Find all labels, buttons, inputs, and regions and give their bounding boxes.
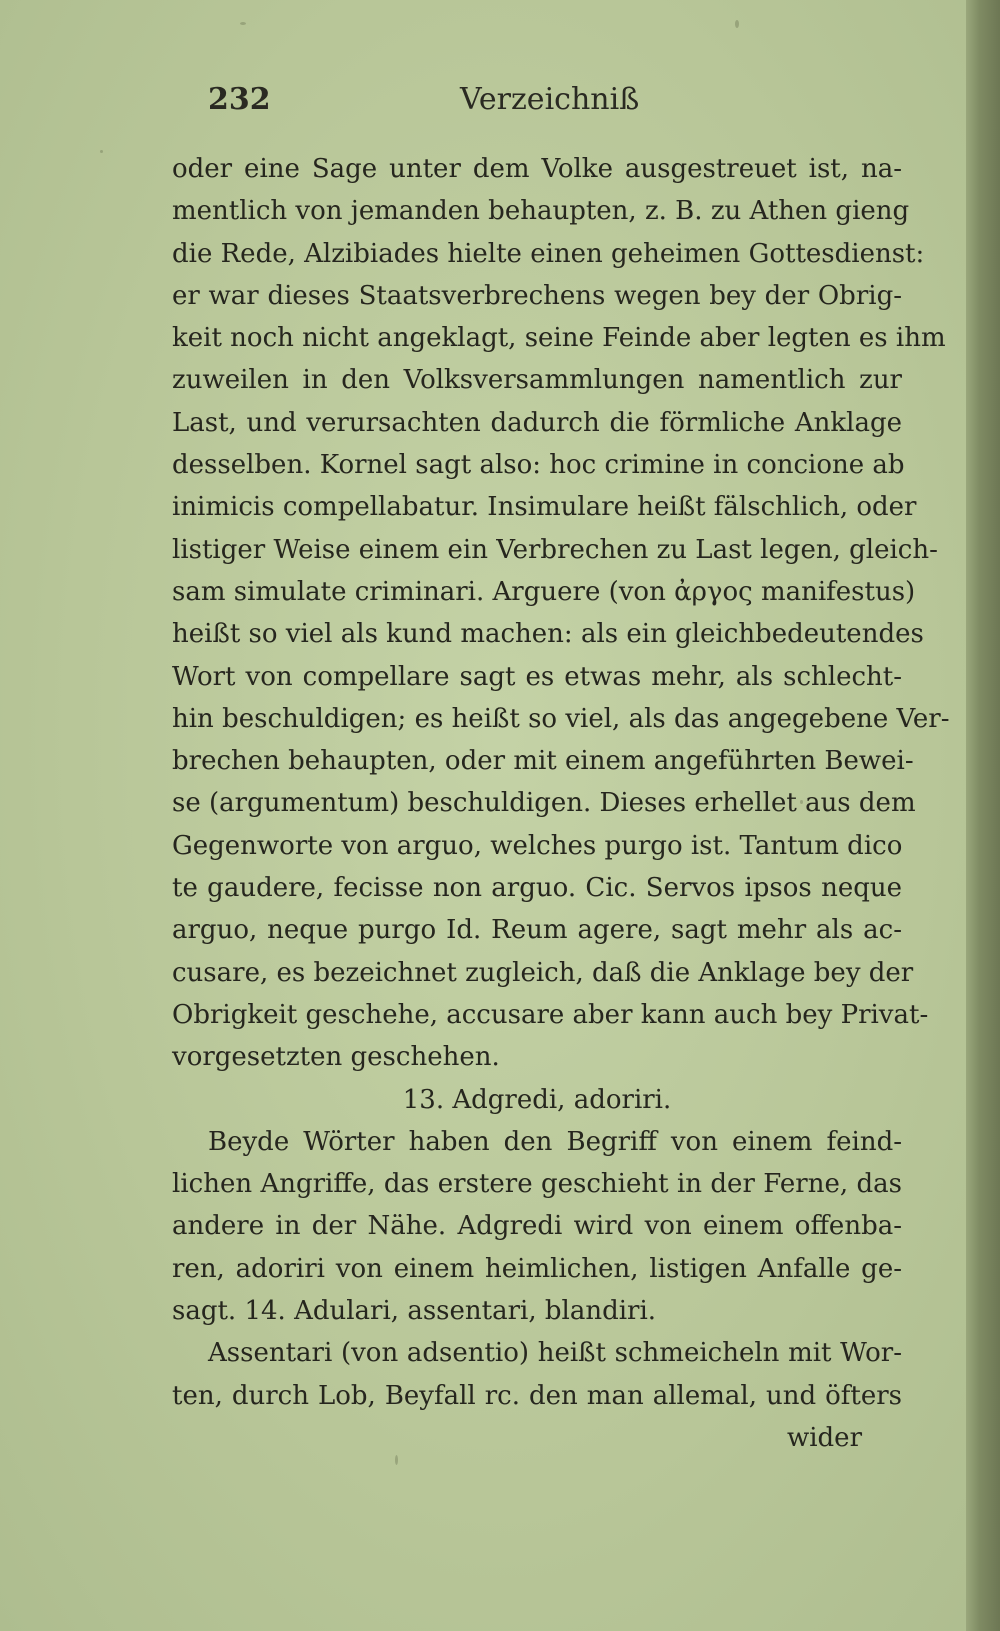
text-line: ren, adoriri von einem heimlichen, listigen Anfalle ge-	[172, 1253, 902, 1284]
text-line: mentlich von jemanden behaupten, z. B. zu Athen gieng	[172, 196, 910, 227]
paper-speck	[240, 22, 246, 25]
text-line: desselben. Kornel sagt also: hoc crimine in concione ab	[172, 450, 905, 481]
text-line: heißt so viel als kund machen: als ein gleichbedeutendes	[172, 619, 924, 650]
text-line: andere in der Nähe. Adgredi wird von einem offenba-	[172, 1211, 902, 1242]
text-line: 13. Adgredi, adoriri.	[402, 1084, 672, 1115]
text-line: wider	[786, 1422, 862, 1453]
text-line: Last, und verursachten dadurch die förmliche Anklage	[172, 407, 902, 438]
text-line: sam simulate criminari. Arguere (von ἀργος manifestus)	[172, 576, 916, 607]
text-line: Assentari (von adsentio) heißt schmeicheln mit Wor-	[208, 1338, 902, 1369]
paper-speck	[100, 150, 103, 153]
text-line: Beyde Wörter haben den Begriff von einem feind-	[208, 1126, 902, 1157]
running-head: Verzeichniß	[460, 82, 640, 117]
text-line: sagt. 14. Adulari, assentari, blandiri.	[172, 1296, 657, 1327]
text-line: brechen behaupten, oder mit einem angeführten Bewei-	[172, 746, 914, 777]
text-line: ten, durch Lob, Beyfall rc. den man allemal, und öfters	[172, 1380, 902, 1411]
text-line: keit noch nicht angeklagt, seine Feinde aber legten es ihm	[172, 323, 946, 354]
text-line: arguo, neque purgo Id. Reum agere, sagt mehr als ac-	[172, 915, 902, 946]
body-text	[172, 148, 950, 1459]
text-line: Wort von compellare sagt es etwas mehr, als schlecht-	[172, 661, 902, 692]
text-line: Gegenworte von arguo, welches purgo ist. Tantum dico	[172, 830, 903, 861]
page-number: 232	[208, 82, 271, 117]
page-header	[0, 82, 1000, 122]
page-edge-shadow	[966, 0, 1000, 1631]
text-line: Obrigkeit geschehe, accusare aber kann auch bey Privat-	[172, 999, 929, 1030]
text-line: se (argumentum) beschuldigen. Dieses erhellet aus dem	[172, 788, 916, 819]
text-line: te gaudere, fecisse non arguo. Cic. Servos ipsos neque	[172, 873, 902, 904]
text-line: inimicis compellabatur. Insimulare heißt fälschlich, oder	[172, 492, 917, 523]
text-line: hin beschuldigen; es heißt so viel, als das angegebene Ver-	[172, 703, 950, 734]
text-line: lichen Angriffe, das erstere geschieht in der Ferne, das	[172, 1169, 902, 1200]
text-line: listiger Weise einem ein Verbrechen zu Last legen, gleich-	[172, 534, 938, 565]
text-line: cusare, es bezeichnet zugleich, daß die Anklage bey der	[172, 957, 914, 988]
paper-speck	[735, 20, 739, 28]
text-line: vorgesetzten geschehen.	[172, 1042, 500, 1073]
text-line: er war dieses Staatsverbrechens wegen bey der Obrig-	[172, 280, 902, 311]
text-line: zuweilen in den Volksversammlungen namentlich zur	[172, 365, 902, 396]
text-line: oder eine Sage unter dem Volke ausgestreuet ist, na-	[172, 154, 902, 184]
text-line: die Rede, Alzibiades hielte einen geheimen Gottesdienst:	[172, 238, 925, 269]
